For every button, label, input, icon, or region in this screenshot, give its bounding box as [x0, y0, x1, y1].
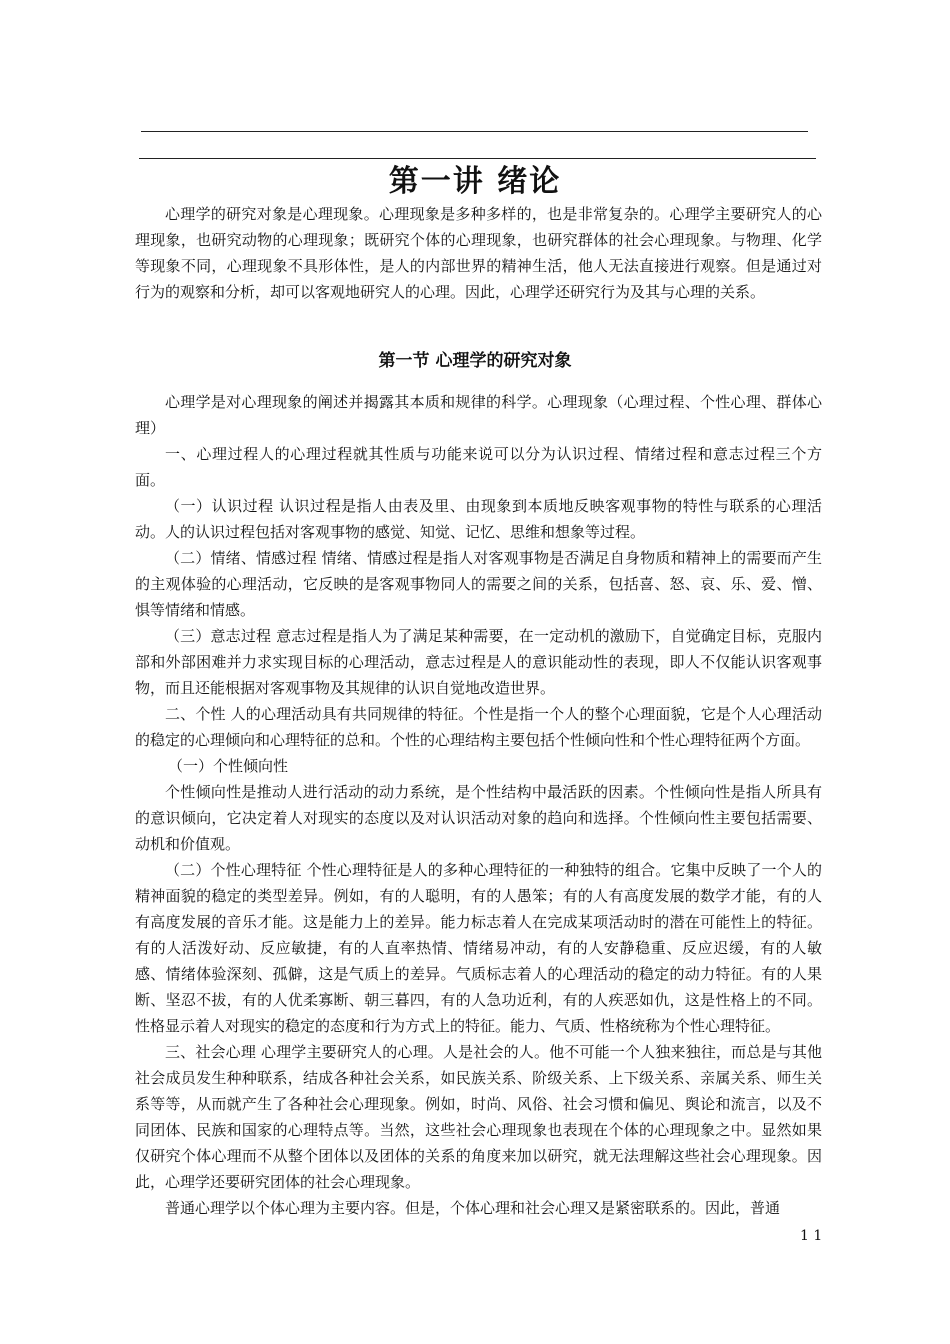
paragraph-tendency: 个性倾向性是推动人进行活动的动力系统，是个性结构中最活跃的因素。个性倾向性是指人所具有的意识倾向，它决定着人对现实的态度以及对认识活动对象的趋向和选择。个性倾向性主要包括需要、动机和价值观。	[135, 783, 822, 853]
paragraph-definition: 心理学是对心理现象的阐述并揭露其本质和规律的科学。心理现象（心理过程、个性心理、群体心理）	[135, 393, 822, 437]
page-number: 1 1	[800, 1228, 823, 1244]
intro-block	[135, 201, 822, 305]
intro-paragraph: 心理学的研究对象是心理现象。心理现象是多种多样的，也是非常复杂的。心理学主要研究人的心理现象，也研究动物的心理现象；既研究个体的心理现象，也研究群体的社会心理现象。与物理、化学等现象不同，心理现象不具形体性，是人的内部世界的精神生活，他人无法直接进行观察。但是通过对行为的观察和分析，却可以客观地研究人的心理。因此，心理学还研究行为及其与心理的关系。	[135, 205, 822, 301]
header-rule-bottom	[139, 158, 816, 159]
paragraph-will: （三）意志过程 意志过程是指人为了满足某种需要，在一定动机的激励下，自觉确定目标，克服内部和外部困难并力求实现目标的心理活动，意志过程是人的意识能动性的表现，即人不仅能认识客观事物，而且还能根据对客观事物及其规律的认识自觉地改造世界。	[135, 627, 822, 697]
subheading-tendency: （一）个性倾向性	[168, 757, 289, 775]
paragraph-cognition: （一）认识过程 认识过程是指人由表及里、由现象到本质地反映客观事物的特性与联系的心理活动。人的认识过程包括对客观事物的感觉、知觉、记忆、思维和想象等过程。	[135, 497, 822, 541]
header-rule-top	[141, 131, 808, 132]
paragraph-mental-process: 一、心理过程人的心理过程就其性质与功能来说可以分为认识过程、情绪过程和意志过程三个方面。	[135, 445, 822, 489]
paragraph-social: 三、社会心理 心理学主要研究人的心理。人是社会的人。他不可能一个人独来独往，而总是与其他社会成员发生种种联系，结成各种社会关系，如民族关系、阶级关系、上下级关系、亲属关系、师生关系等等，从而就产生了各种社会心理现象。例如，时尚、风俗、社会习惯和偏见、舆论和流言，以及不同团体、民族和国家的心理特点等。当然，这些社会心理现象也表现在个体的心理现象之中。显然如果仅研究个体心理而不从整个团体以及团体的关系的角度来加以研究，就无法理解这些社会心理现象。因此，心理学还要研究团体的社会心理现象。	[135, 1043, 822, 1191]
section-content	[135, 389, 822, 1221]
paragraph-general: 普通心理学以个体心理为主要内容。但是，个体心理和社会心理又是紧密联系的。因此，普通	[165, 1199, 781, 1217]
section-title: 第一节 心理学的研究对象	[378, 351, 572, 371]
lecture-title: 第一讲 绪论	[388, 164, 562, 199]
paragraph-personality: 二、个性 人的心理活动具有共同规律的特征。个性是指一个人的整个心理面貌，它是个人心理活动的稳定的心理倾向和心理特征的总和。个性的心理结构主要包括个性倾向性和个性心理特征两个方面。	[135, 705, 822, 749]
paragraph-emotion: （二）情绪、情感过程 情绪、情感过程是指人对客观事物是否满足自身物质和精神上的需要而产生的主观体验的心理活动，它反映的是客观事物同人的需要之间的关系，包括喜、怒、哀、乐、爱、憎、惧等情绪和情感。	[135, 549, 822, 619]
paragraph-traits: （二）个性心理特征 个性心理特征是人的多种心理特征的一种独特的组合。它集中反映了一个人的精神面貌的稳定的类型差异。例如，有的人聪明，有的人愚笨；有的人有高度发展的数学才能，有的人有高度发展的音乐才能。这是能力上的差异。能力标志着人在完成某项活动时的潜在可能性上的特征。有的人活泼好动、反应敏捷，有的人直率热情、情绪易冲动，有的人安静稳重、反应迟缓，有的人敏感、情绪体验深刻、孤僻，这是气质上的差异。气质标志着人的心理活动的稳定的动力特征。有的人果断、坚忍不拔，有的人优柔寡断、朝三暮四，有的人急功近利，有的人疾恶如仇，这是性格上的不同。性格显示着人对现实的稳定的态度和行为方式上的特征。能力、气质、性格统称为个性心理特征。	[135, 861, 822, 1035]
